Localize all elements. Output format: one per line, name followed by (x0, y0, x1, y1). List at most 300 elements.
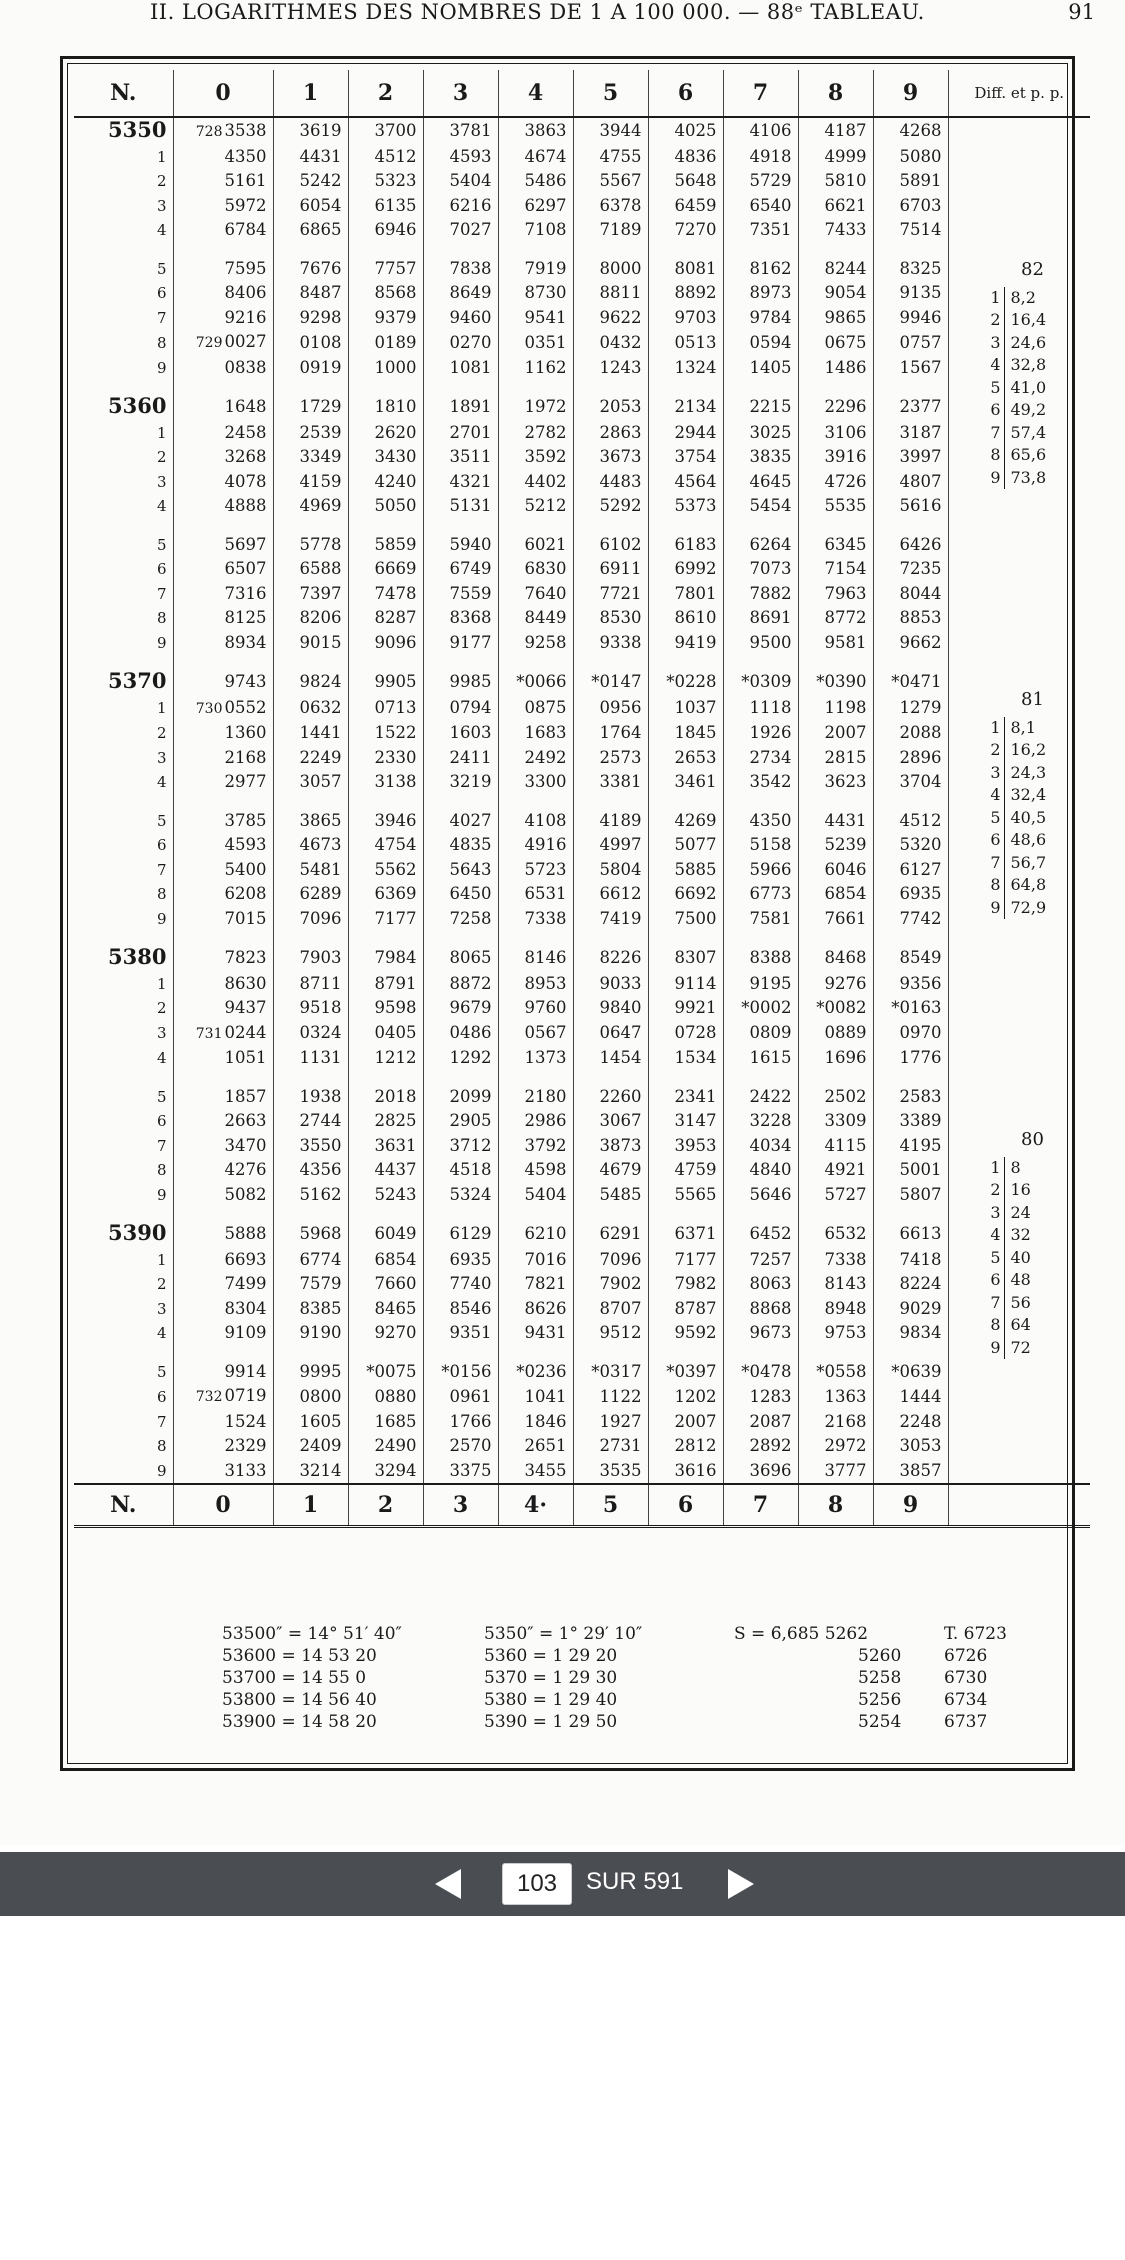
gap-cell (273, 931, 348, 945)
row-number-label: 8 (156, 885, 167, 903)
log-value-cell (423, 1134, 498, 1159)
table-body (74, 117, 1090, 1484)
log-value: 9703 (674, 307, 717, 327)
log-value: 0486 (449, 1023, 492, 1042)
log-value: 4593 (449, 146, 492, 166)
diff-row (983, 1337, 1083, 1360)
log-value-cell (648, 996, 723, 1021)
conversion-note: 6730 (944, 1668, 988, 1688)
diff-row (983, 807, 1083, 830)
log-value-cell (798, 194, 873, 219)
log-value: 6784 (224, 220, 267, 239)
gap-cell (873, 519, 948, 533)
table-row (74, 1384, 1090, 1410)
log-value: 3673 (599, 447, 642, 466)
log-value: 1615 (749, 1048, 792, 1067)
log-value-cell (173, 746, 273, 771)
row-number (74, 117, 173, 145)
log-value-cell (273, 1384, 348, 1410)
log-value-cell (273, 470, 348, 495)
log-value-cell (498, 394, 573, 421)
log-value: 1776 (899, 1048, 942, 1067)
log-value-cell (573, 421, 648, 446)
log-value: 0405 (374, 1023, 417, 1042)
log-value-cell (723, 257, 798, 282)
log-value: 5077 (674, 835, 717, 854)
gap-cell (873, 243, 948, 257)
log-value-cell (423, 1360, 498, 1385)
log-value-cell (573, 1459, 648, 1485)
log-value: 5050 (374, 496, 417, 515)
log-value: 8065 (449, 948, 492, 967)
log-value: 8468 (824, 948, 867, 967)
log-value-cell (273, 631, 348, 656)
log-value-cell (723, 770, 798, 795)
log-value-cell (648, 306, 723, 331)
log-value: 0719 (224, 1386, 267, 1405)
mantissa-prefix: 730 (195, 700, 223, 717)
log-value-cell (873, 1459, 948, 1485)
diff-value: 56,7 (1010, 852, 1047, 872)
log-value-cell (173, 996, 273, 1021)
log-value: 1845 (674, 723, 717, 742)
diff-value: 48,6 (1010, 830, 1047, 849)
conversion-note: 5256 (858, 1690, 902, 1710)
log-value: 5778 (299, 534, 342, 554)
row-number-label: 1 (156, 423, 167, 442)
log-value-cell (873, 1221, 948, 1248)
log-value: 0324 (299, 1023, 342, 1042)
log-value: 4276 (224, 1160, 267, 1179)
log-value-cell (348, 1134, 423, 1159)
log-value: 8868 (749, 1298, 792, 1318)
log-value: 5966 (749, 859, 792, 879)
log-value-cell (273, 721, 348, 746)
log-value: 0675 (824, 332, 867, 352)
next-page-arrow-icon[interactable] (728, 1869, 754, 1899)
log-value: 1162 (524, 357, 567, 377)
log-value: 4483 (599, 471, 642, 491)
log-value-cell (573, 1158, 648, 1183)
log-value-cell (423, 218, 498, 243)
row-number-label: 3 (156, 1024, 167, 1042)
log-value: 3704 (899, 772, 942, 791)
log-value: 9840 (599, 998, 642, 1017)
log-value: 4269 (674, 810, 717, 830)
gap-cell (423, 1207, 498, 1221)
log-value-cell (648, 1021, 723, 1047)
log-value: 1373 (524, 1048, 567, 1067)
log-value: 7338 (524, 908, 567, 928)
log-value: 6911 (599, 559, 642, 578)
log-value-cell (798, 1221, 873, 1248)
log-value-cell (423, 557, 498, 582)
log-value: 7016 (524, 1249, 567, 1269)
log-value-cell (648, 858, 723, 883)
gap-cell (173, 795, 273, 809)
log-value-cell (873, 194, 948, 219)
diff-value: 57,4 (1010, 422, 1047, 442)
log-value: 9054 (824, 283, 867, 302)
conversion-note: 5258 (858, 1668, 902, 1688)
log-value-cell (723, 394, 798, 421)
log-value: 9598 (374, 998, 417, 1017)
log-value: 1000 (374, 357, 417, 377)
log-value-cell (798, 330, 873, 356)
log-value-cell (498, 882, 573, 907)
log-value-cell (423, 882, 498, 907)
log-value-cell (273, 281, 348, 306)
log-value: 9379 (374, 307, 417, 327)
log-value-cell (423, 770, 498, 795)
log-value: 4674 (524, 146, 567, 166)
log-value: 6289 (299, 884, 342, 903)
row-number (74, 882, 173, 907)
log-value-cell (173, 330, 273, 356)
log-value-cell (798, 1021, 873, 1047)
log-value-cell (423, 1321, 498, 1346)
row-number-label: 9 (156, 633, 167, 652)
log-value-cell (173, 1183, 273, 1208)
log-value: 8953 (524, 973, 567, 993)
log-value-cell (273, 1158, 348, 1183)
log-value-cell (648, 1272, 723, 1297)
log-value-cell (648, 746, 723, 771)
log-value: 8000 (599, 258, 642, 278)
log-value: 8649 (449, 283, 492, 302)
log-value-cell (798, 945, 873, 972)
log-value-cell (348, 421, 423, 446)
diff-key: 8 (983, 1314, 1005, 1337)
log-value-cell (723, 833, 798, 858)
diff-key: 3 (983, 1202, 1005, 1225)
log-value-cell (798, 281, 873, 306)
gap-cell (348, 1346, 423, 1360)
diff-key: 4 (983, 1224, 1005, 1247)
log-value: 1891 (449, 397, 492, 416)
row-number-label: 1 (156, 699, 167, 717)
log-value: 6854 (824, 884, 867, 903)
log-value-cell (173, 1360, 273, 1385)
gap-cell (74, 795, 173, 809)
row-number (74, 945, 173, 972)
log-value: 2490 (374, 1436, 417, 1455)
table-row (74, 945, 1090, 972)
log-value-cell (498, 470, 573, 495)
gap-cell (648, 243, 723, 257)
log-value: 1212 (374, 1048, 417, 1067)
row-number-label: 9 (156, 909, 167, 928)
log-value-cell (798, 169, 873, 194)
table-row (74, 1085, 1090, 1110)
log-value-cell (273, 1085, 348, 1110)
log-value-cell (423, 356, 498, 381)
table-row (74, 809, 1090, 834)
log-value: 4350 (224, 146, 267, 166)
log-value-cell (798, 721, 873, 746)
log-value-cell (573, 1109, 648, 1134)
log-value: 2583 (899, 1086, 942, 1106)
log-value-cell (498, 696, 573, 722)
log-value: 2573 (599, 747, 642, 767)
log-value-cell (873, 533, 948, 558)
log-value: 2007 (674, 1411, 717, 1431)
log-value: 5565 (674, 1184, 717, 1204)
log-value: 6345 (824, 534, 867, 554)
log-value: 3696 (749, 1460, 792, 1480)
log-value: *0066 (516, 672, 567, 691)
log-value: 6669 (374, 559, 417, 578)
log-value-cell (273, 1434, 348, 1459)
log-value: 2620 (374, 422, 417, 442)
table-row (74, 1109, 1090, 1134)
log-value-cell (648, 669, 723, 696)
gap-cell (798, 519, 873, 533)
log-value-cell (173, 145, 273, 170)
row-number (74, 330, 173, 356)
row-number (74, 557, 173, 582)
diff-row (983, 852, 1083, 875)
log-value: 3781 (449, 121, 492, 140)
table-row (74, 194, 1090, 219)
log-value-cell (873, 1321, 948, 1346)
row-number-label: 6 (156, 1387, 167, 1406)
log-value-cell (648, 1360, 723, 1385)
log-value: 6291 (599, 1224, 642, 1243)
gap-cell (798, 243, 873, 257)
log-value: 4726 (824, 471, 867, 491)
log-value-cell (273, 421, 348, 446)
digit-footer: 5 (573, 1484, 648, 1527)
log-value-cell (173, 1434, 273, 1459)
log-value-cell (798, 306, 873, 331)
log-value: 1122 (599, 1386, 642, 1406)
log-value-cell (273, 858, 348, 883)
log-value: 8146 (524, 948, 567, 967)
log-value-cell (498, 557, 573, 582)
log-value: 3916 (824, 447, 867, 466)
log-value-cell (798, 582, 873, 607)
gap-cell (273, 519, 348, 533)
log-value-cell (723, 1248, 798, 1273)
current-page-input[interactable]: 103 (502, 1863, 572, 1905)
log-value-cell (348, 194, 423, 219)
table-row (74, 306, 1090, 331)
log-value: 0552 (224, 697, 267, 717)
diff-value: 40,5 (1010, 807, 1047, 827)
log-value-cell (498, 1158, 573, 1183)
diff-key: 3 (983, 762, 1005, 785)
diff-row (983, 467, 1083, 490)
gap-cell (348, 519, 423, 533)
row-number-label: 8 (156, 333, 167, 352)
row-number (74, 721, 173, 746)
log-value: 7096 (299, 908, 342, 928)
log-value: 5485 (599, 1184, 642, 1204)
log-value: 9437 (224, 998, 267, 1017)
log-value-cell (723, 1384, 798, 1410)
table-row (74, 833, 1090, 858)
log-value-cell (648, 1434, 723, 1459)
log-value: 9673 (749, 1323, 792, 1342)
gap-cell (573, 243, 648, 257)
log-value-cell (873, 696, 948, 722)
log-value-cell (798, 770, 873, 795)
log-value: 0027 (224, 332, 267, 351)
digit-footer: 1 (273, 1484, 348, 1527)
log-value-cell (173, 1046, 273, 1071)
group-gap (74, 655, 1090, 669)
log-value-cell (723, 1221, 798, 1248)
log-value-cell (723, 281, 798, 306)
log-value-cell (573, 145, 648, 170)
log-value-cell (798, 882, 873, 907)
log-value-cell (723, 533, 798, 558)
log-value-cell (798, 1158, 873, 1183)
log-value: 7015 (224, 908, 267, 928)
log-value-cell (348, 445, 423, 470)
log-value-cell (648, 533, 723, 558)
log-value: 4840 (749, 1160, 792, 1179)
log-value-cell (648, 1384, 723, 1410)
diff-column-header: Diff. et p. p. (948, 70, 1090, 117)
diff-value: 8,2 (1010, 287, 1036, 307)
log-value: 5320 (899, 835, 942, 854)
log-value-cell (173, 1021, 273, 1047)
row-number (74, 1272, 173, 1297)
log-value: 6208 (224, 884, 267, 903)
log-value: 1683 (524, 723, 567, 742)
diff-value: 65,6 (1010, 445, 1047, 464)
log-value: 7984 (374, 948, 417, 967)
row-number (74, 1109, 173, 1134)
log-value-cell (873, 330, 948, 356)
log-value-cell (498, 1109, 573, 1134)
row-number (74, 1046, 173, 1071)
log-value-cell (423, 1046, 498, 1071)
log-value: 4195 (899, 1135, 942, 1155)
log-value-cell (798, 669, 873, 696)
gap-cell (723, 931, 798, 945)
row-number-label: 6 (156, 1112, 167, 1130)
row-number (74, 356, 173, 381)
diff-row (983, 739, 1083, 762)
log-value: 7982 (674, 1274, 717, 1293)
log-value: 8304 (224, 1298, 267, 1318)
row-number-label: 4 (156, 1049, 167, 1067)
log-value: 2180 (524, 1086, 567, 1106)
log-value-cell (273, 557, 348, 582)
log-value-cell (498, 281, 573, 306)
log-value: 0594 (749, 332, 792, 352)
table-row (74, 1021, 1090, 1047)
digit-header: 1 (273, 70, 348, 117)
log-value-cell (573, 972, 648, 997)
log-value: 4518 (449, 1160, 492, 1179)
log-value-cell (498, 858, 573, 883)
log-value: 2018 (374, 1086, 417, 1106)
diff-value: 32,8 (1010, 355, 1047, 374)
log-value-cell (423, 1021, 498, 1047)
log-value: 8063 (749, 1274, 792, 1293)
gap-cell (348, 243, 423, 257)
log-value-cell (648, 494, 723, 519)
log-value-cell (873, 1384, 948, 1410)
log-value: 6369 (374, 884, 417, 903)
log-value-cell (173, 1410, 273, 1435)
log-value: 5324 (449, 1184, 492, 1204)
log-value-cell (348, 1410, 423, 1435)
log-value: 5885 (674, 859, 717, 879)
log-value: 4921 (824, 1160, 867, 1179)
log-value: 2422 (749, 1086, 792, 1106)
gap-cell (723, 795, 798, 809)
gap-cell (723, 243, 798, 257)
log-value-cell (348, 557, 423, 582)
gap-cell (498, 1346, 573, 1360)
log-value-cell (648, 1221, 723, 1248)
log-value-cell (573, 1384, 648, 1410)
log-value-cell (423, 445, 498, 470)
log-value: 8465 (374, 1298, 417, 1318)
log-value: 9592 (674, 1323, 717, 1342)
log-value-cell (723, 306, 798, 331)
row-number (74, 631, 173, 656)
log-value-cell (348, 1158, 423, 1183)
log-value-cell (273, 306, 348, 331)
row-number-label: 5 (156, 1087, 167, 1106)
log-value: 4836 (674, 146, 717, 166)
log-value: 1202 (674, 1386, 717, 1406)
digit-footer: 4· (498, 1484, 573, 1527)
log-value: 6127 (899, 859, 942, 879)
log-value-cell (648, 557, 723, 582)
gap-cell (273, 380, 348, 394)
diff-value: 64 (1010, 1315, 1031, 1334)
gap-cell (74, 1071, 173, 1085)
log-value: 3946 (374, 810, 417, 830)
log-value: 3470 (224, 1135, 267, 1155)
log-value: 5158 (749, 835, 792, 854)
log-value-cell (873, 1085, 948, 1110)
log-value-cell (348, 1459, 423, 1485)
log-value-cell (273, 833, 348, 858)
log-value-cell (798, 907, 873, 932)
table-row (74, 257, 1090, 282)
diff-key: 6 (983, 399, 1005, 422)
previous-page-arrow-icon[interactable] (435, 1869, 461, 1899)
log-value: 8406 (224, 283, 267, 302)
log-value: 4918 (749, 146, 792, 166)
log-value-cell (723, 582, 798, 607)
log-value-cell (273, 145, 348, 170)
log-value-cell (348, 117, 423, 145)
log-value: 3785 (224, 810, 267, 830)
log-value-cell (573, 606, 648, 631)
log-value-cell (648, 1321, 723, 1346)
diff-key: 9 (983, 1337, 1005, 1360)
log-value: 1605 (299, 1411, 342, 1431)
row-number-label: 6 (156, 836, 167, 854)
log-value: 3133 (224, 1460, 267, 1480)
log-value: 0108 (299, 332, 342, 352)
log-value-cell (423, 145, 498, 170)
conversion-note: 53700 = 14 55 0 (222, 1668, 367, 1688)
log-value-cell (573, 1021, 648, 1047)
log-value: 1360 (224, 723, 267, 742)
log-value: 7154 (824, 559, 867, 578)
gap-cell (723, 519, 798, 533)
